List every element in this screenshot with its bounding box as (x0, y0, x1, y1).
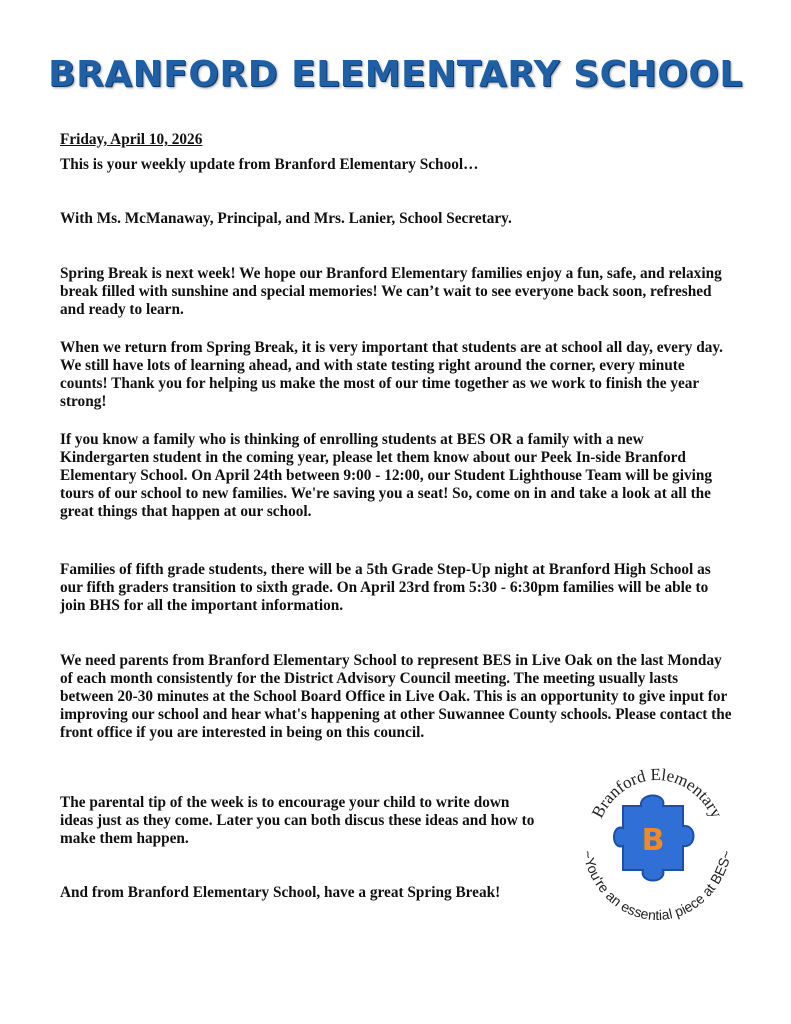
spring-break-paragraph: Spring Break is next week! We hope our Branford Elementary families enjoy a fun, safe, and relaxing break filled with sunshine and special memories! We can’t wait to see everyone back soon, refreshed and ready to learn. (60, 265, 722, 318)
enrollment-paragraph: If you know a family who is thinking of enrolling students at BES OR a family with a new Kindergarten student in the coming year, please let them know about our Peek In-side Branford Elementary School. On April 24th between 9:00 - 12:00, our Student Lighthouse Team will be giving tours of our school to new families. We're saving you a seat! So, come on in and take a look at all the great things that happen at our school. (60, 431, 713, 520)
parent-tip-paragraph: The parental tip of the week is to encourage your child to write down ideas just as they come. Later you can both discus these ideas and how to make them happen. (60, 794, 535, 847)
newsletter-date: Friday, April 10, 2026 (60, 131, 203, 148)
logo-bottom-text: ~You're an essential piece at BES~ (579, 848, 735, 924)
school-logo-graphic (563, 742, 751, 948)
advisory-council-paragraph: We need parents from Branford Elementary School to represent BES in Live Oak on the last Monday of each month consistently for the District Advisory Council meeting. The meeting usually lasts between 20-30 minutes at the School Board Office in Live Oak. This is an opportunity to give input for improving our school and hear what's happening at other Suwannee County schools. Please contact the front office if you are interested in being on this council. (60, 652, 732, 741)
fifth-grade-paragraph: Families of fifth grade students, there will be a 5th Grade Step-Up night at Branford High School as our fifth graders transition to sixth grade. On April 23rd from 5:30 - 6:30pm families will be able to join BHS for all the important information. (60, 561, 711, 614)
closing-paragraph: And from Branford Elementary School, have a great Spring Break! (60, 884, 501, 901)
attendance-paragraph: When we return from Spring Break, it is very important that students are at school all day, every day. We still have lots of learning ahead, and with state testing right around the corner, every minute counts! Thank you for helping us make the most of our time together as we work to finish the year strong! (60, 339, 723, 410)
intro-paragraph: This is your weekly update from Branford Elementary School… (60, 156, 479, 173)
logo-letter: B (641, 823, 665, 858)
school-logo (563, 742, 751, 948)
hosts-paragraph: With Ms. McManaway, Principal, and Mrs. Lanier, School Secretary. (60, 210, 512, 227)
logo-top-text: Branford Elementary (587, 764, 727, 822)
page-title: BRANFORD ELEMENTARY SCHOOL (48, 54, 743, 95)
